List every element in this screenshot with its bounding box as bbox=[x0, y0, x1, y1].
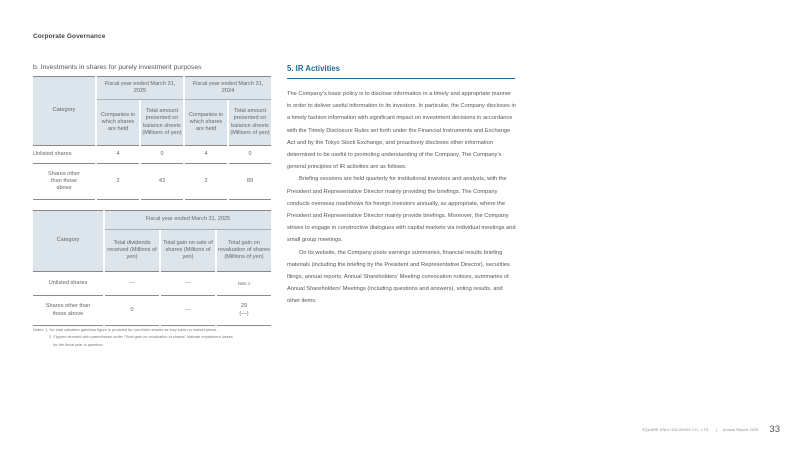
note-1: Notes: 1. No total valuation gain/loss figure is provided for non-listed shares as they have no market prices. bbox=[33, 327, 218, 332]
col-companies-2024: Companies in which shares are held bbox=[185, 100, 227, 146]
footer-report: Annual Report 2025 bbox=[722, 427, 759, 432]
cell-impairment: (—) bbox=[239, 310, 249, 317]
note-2-cont: for the fiscal year in question. bbox=[53, 341, 104, 347]
row-category: Shares other than those above bbox=[33, 164, 95, 200]
cell: — bbox=[105, 272, 159, 296]
title-divider bbox=[287, 78, 515, 79]
ir-activities-title: 5. IR Activities bbox=[287, 64, 341, 73]
cell: 0 bbox=[141, 146, 183, 164]
col-amount-2025: Total amount presented on balance sheets (Millions of yen) bbox=[141, 100, 183, 146]
cell: 4 bbox=[97, 146, 139, 164]
category-header: Category bbox=[33, 76, 95, 146]
cell-note-ref: Note 1 bbox=[217, 272, 271, 296]
period-header-2025: Fiscal year ended March 31, 2025 bbox=[97, 76, 183, 100]
col-gain-on-revaluation: Total gain on revaluation of shares (Millions of yen) bbox=[217, 230, 271, 272]
paragraph: On its website, the Company posts earnings summaries, financial results briefing materials (including the briefing by the President and Representative Director), securities filings, annual reports, Annual Shareholders’ Meeting convocation notices, summaries of Annual Shareholders’ Meetings (including questions and answers), voting results, and other items. bbox=[287, 249, 510, 305]
investments-gains-table bbox=[31, 210, 273, 326]
footer-separator: | bbox=[715, 427, 717, 432]
table-row bbox=[33, 296, 271, 326]
table-row bbox=[33, 272, 271, 296]
col-dividends: Total dividends received (Millions of yen) bbox=[105, 230, 159, 272]
category-header: Category bbox=[33, 210, 103, 272]
footer-company: SQUARE ENIX HOLDINGS CO., LTD. bbox=[642, 427, 710, 432]
row-category: Shares other than those above bbox=[33, 296, 103, 326]
cell: 0 bbox=[105, 296, 159, 326]
cell: 4 bbox=[185, 146, 227, 164]
cell-value: 29 bbox=[240, 303, 248, 310]
col-amount-2024: Total amount presented on balance sheets (Millions of yen) bbox=[229, 100, 271, 146]
ir-activities-body bbox=[287, 88, 517, 308]
paragraph: Briefing sessions are held quarterly for institutional investors and analysts, with the President and Representative Director mainly providing the briefings. The Company conducts overseas roadshows for foreign investors annually, as appropriate, where the President and Representative Director mainly provide briefings. Moreover, the Company strives to engage in constructive dialogues with capital markets via individual meetings and small group meetings. bbox=[287, 176, 516, 244]
period-header-2024: Fiscal year ended March 31, 2024 bbox=[185, 76, 271, 100]
note-2: 2. Figures denoted with parentheses under “Total gain on revaluation of shares” indicate impairment losses bbox=[49, 334, 233, 340]
cell: 89 bbox=[229, 164, 271, 200]
subheading-investments: b. Investments in shares for purely investment purposes bbox=[33, 64, 202, 71]
investments-holdings-table bbox=[31, 76, 273, 200]
table-row bbox=[33, 164, 271, 200]
cell: — bbox=[161, 272, 215, 296]
cell: — bbox=[161, 296, 215, 326]
cell: 2 bbox=[185, 164, 227, 200]
row-category: Unlisted shares bbox=[33, 146, 95, 164]
row-category: Unlisted shares bbox=[33, 272, 103, 296]
table-notes bbox=[33, 326, 278, 348]
col-companies-2025: Companies in which shares are held bbox=[97, 100, 139, 146]
cell: 43 bbox=[141, 164, 183, 200]
period-header-2025: Fiscal year ended March 31, 2025 bbox=[105, 210, 271, 230]
table-row bbox=[33, 146, 271, 164]
cell bbox=[217, 296, 271, 326]
cell: 0 bbox=[229, 146, 271, 164]
section-label: Corporate Governance bbox=[33, 33, 106, 40]
col-gain-on-sale: Total gain on sale of shares (Millions of yen) bbox=[161, 230, 215, 272]
cell: 2 bbox=[97, 164, 139, 200]
paragraph: The Company’s basic policy is to disclose information in a timely and appropriate manner in order to deliver useful information to its investors. In particular, the Company discloses in a timely fashion information with significant impact on investment decisions in accordance with the Timely Disclosure Rules set forth under the Financial Instruments and Exchange Act and by the Tokyo Stock Exchange, and proactively discloses other information determined to be useful to promoting understanding of the Company. The Company’s general principles of IR activities are as follows. bbox=[287, 91, 516, 171]
page-number: 33 bbox=[769, 424, 780, 435]
page-footer bbox=[642, 424, 780, 435]
